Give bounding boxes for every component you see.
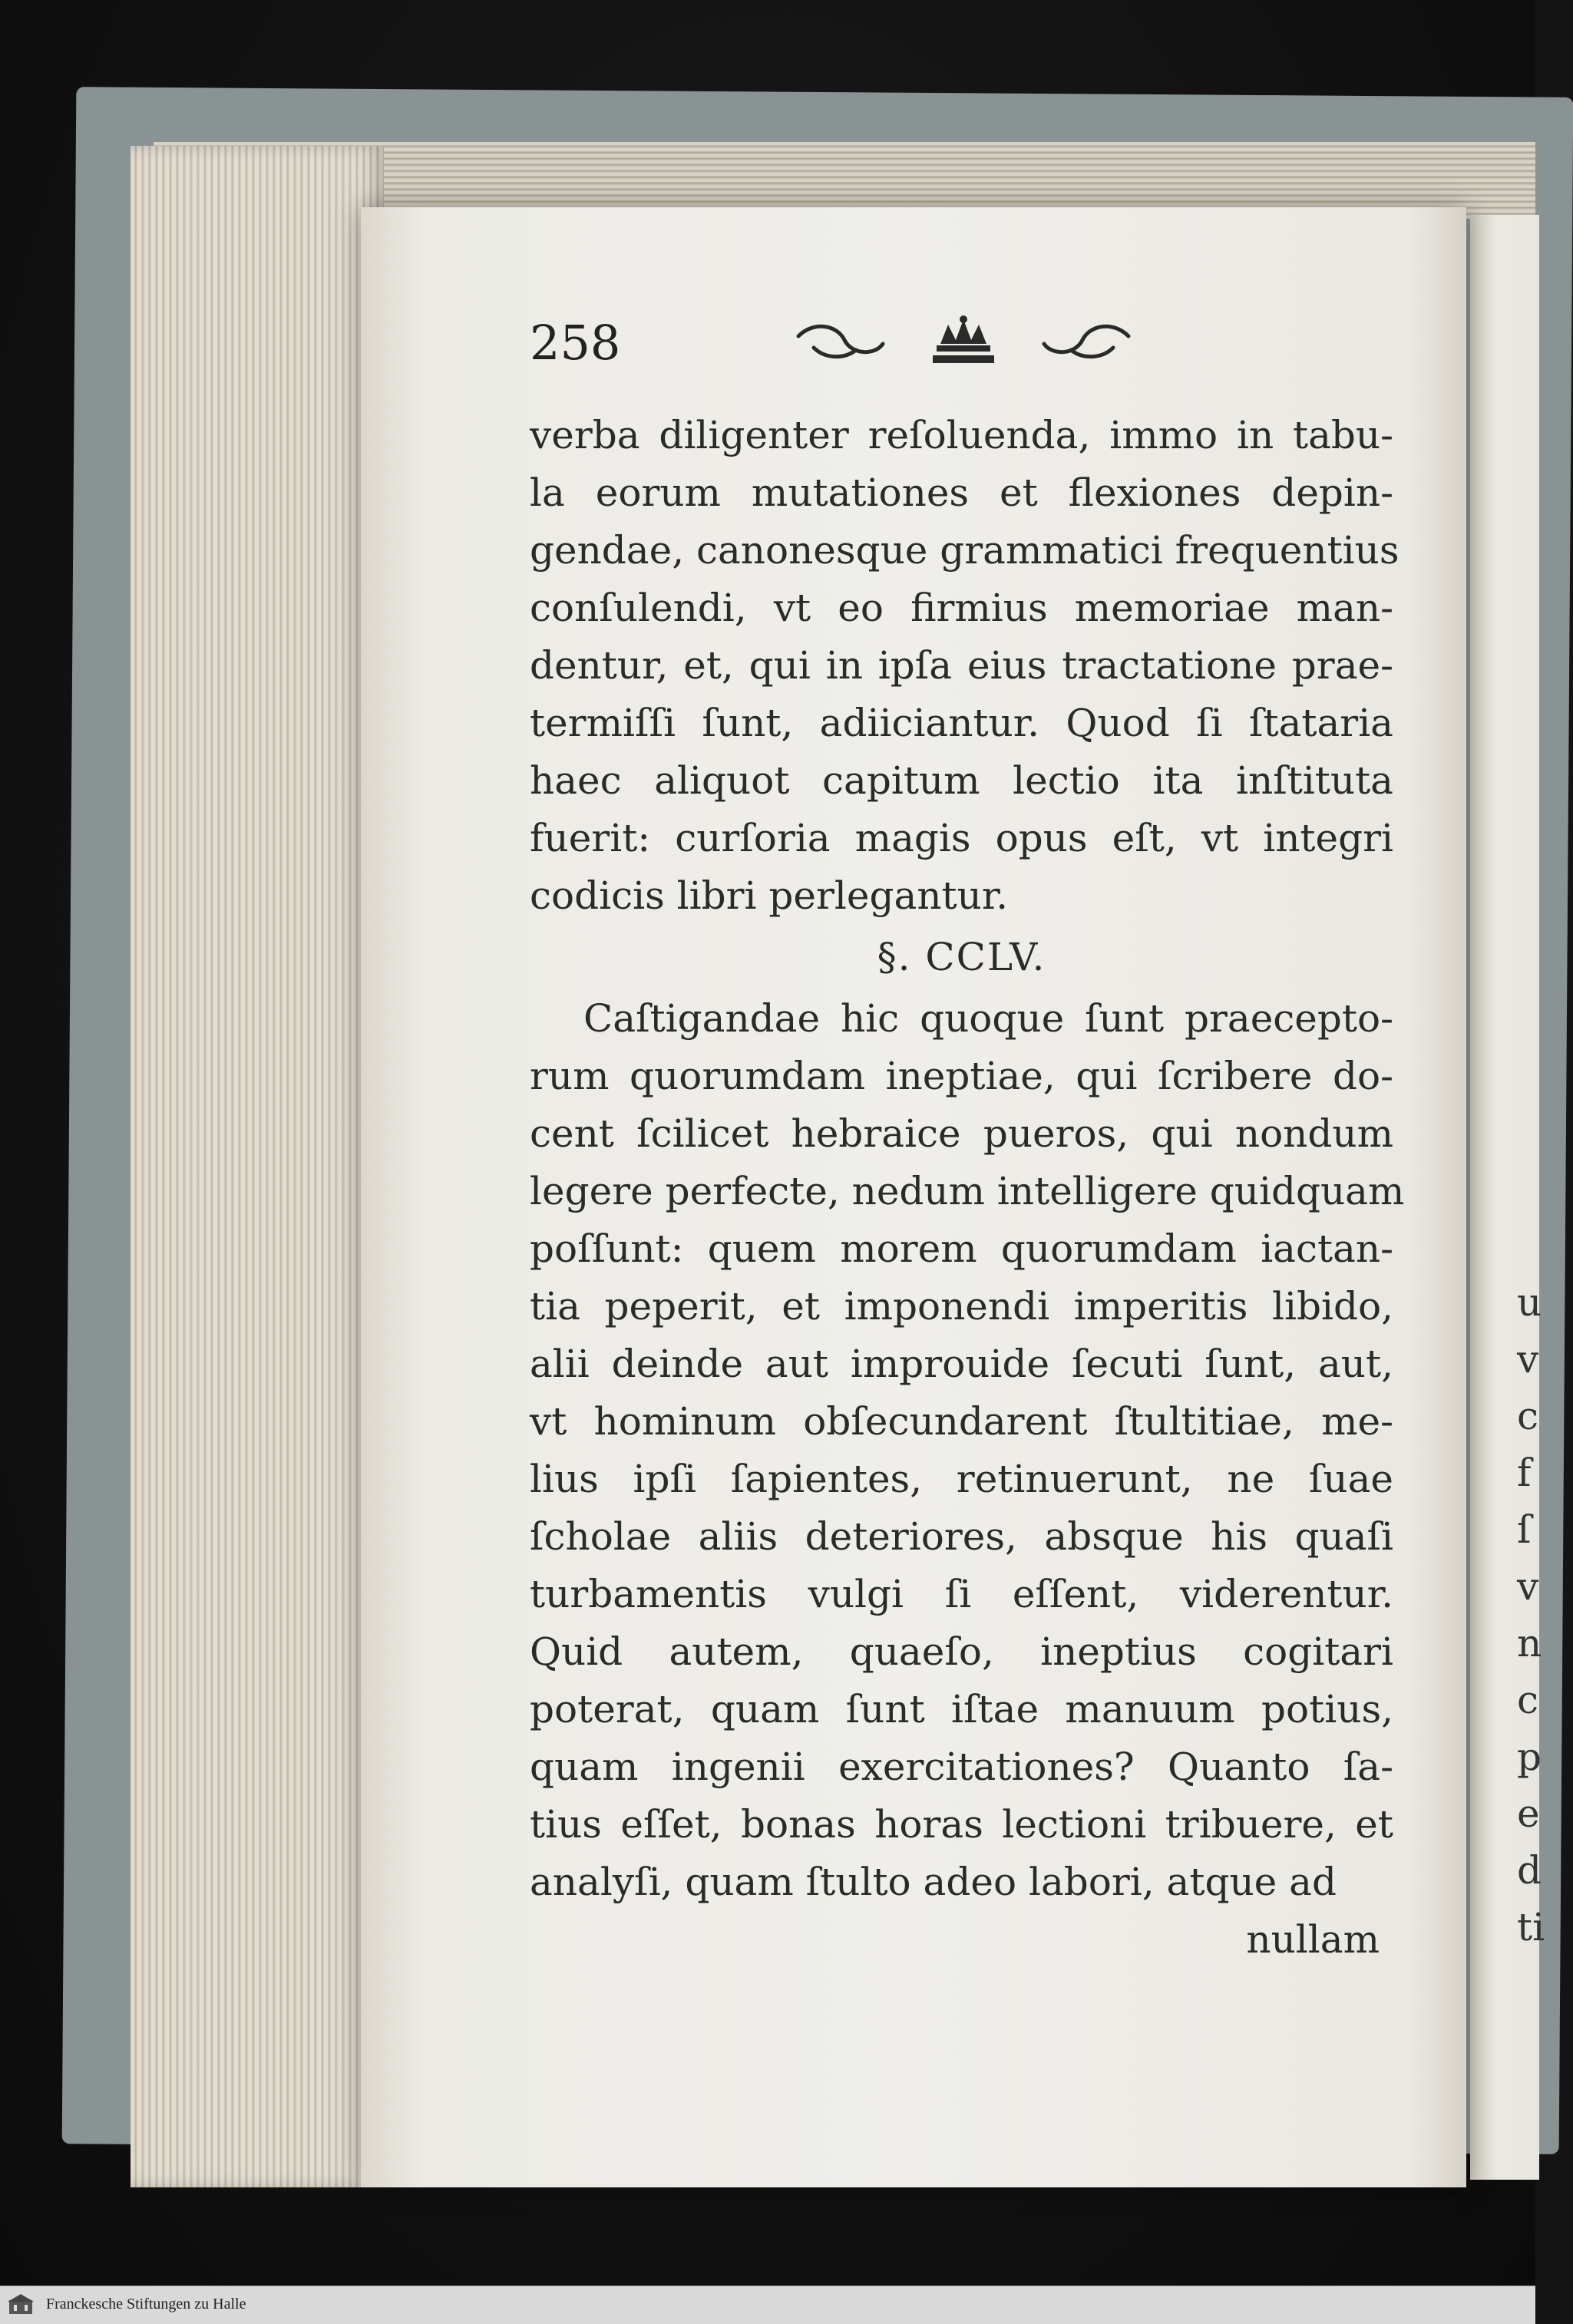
text-line: codicis libri perlegantur. — [530, 873, 1009, 918]
facing-page-letter: c — [1517, 1394, 1539, 1438]
text-line: legere perfecte, nedum intelligere quidquam — [530, 1169, 1405, 1213]
footer-bar — [0, 2286, 1535, 2324]
text-line: rum quorumdam ineptiae, qui ſcribere do- — [530, 1054, 1393, 1098]
facing-page-letter: v — [1517, 1337, 1539, 1382]
text-line: tius eſſet, bonas horas lectioni tribuere, et — [530, 1802, 1393, 1847]
facing-page-letter: ti — [1517, 1905, 1545, 1949]
page-text — [530, 407, 1405, 1969]
catchword: nullam — [1246, 1917, 1380, 1962]
paragraph-continuation — [530, 407, 1400, 925]
paragraph-section — [530, 990, 1405, 1911]
text-line: poſſunt: quem morem quorumdam iactan- — [530, 1226, 1393, 1271]
page-number: 258 — [530, 315, 621, 371]
text-line: analyſi, quam ſtulto adeo labori, atque ad — [530, 1860, 1337, 1904]
text-line: quam ingenii exercitationes? Quanto ſa- — [530, 1745, 1393, 1789]
text-line: verba diligenter reſoluenda, immo in tabu- — [530, 413, 1393, 457]
facing-page-letter: u — [1517, 1280, 1542, 1325]
text-line: alii deinde aut improuide ſecuti ſunt, aut, — [530, 1342, 1393, 1386]
text-line: la eorum mutationes et flexiones depin- — [530, 470, 1393, 515]
facing-page-letter: p — [1517, 1735, 1542, 1779]
text-line: gendae, canonesque grammatici frequentius — [530, 528, 1400, 573]
section-heading: §. CCLV. — [877, 935, 1046, 979]
page-side-edges — [131, 146, 384, 2187]
facing-page-letter: ſ — [1517, 1507, 1532, 1552]
text-line: termiſſi ſunt, adiiciantur. Quod ſi ſtataria — [530, 701, 1393, 745]
facing-page-letter: f — [1517, 1451, 1532, 1495]
text-line: poterat, quam ſunt iſtae manuum potius, — [530, 1687, 1393, 1731]
facing-page-letter: v — [1517, 1564, 1539, 1609]
text-line: Caſtigandae hic quoque ſunt praecepto- — [583, 996, 1393, 1041]
text-line: haec aliquot capitum lectio ita inſtituta — [530, 758, 1393, 803]
institution-name: Franckesche Stiftungen zu Halle — [46, 2296, 246, 2312]
text-line: Quid autem, quaeſo, ineptius cogitari — [530, 1629, 1393, 1674]
text-line: conſulendi, vt eo firmius memoriae man- — [530, 586, 1393, 630]
institution-logo-icon — [5, 2293, 37, 2319]
facing-page-letter: n — [1517, 1621, 1542, 1665]
facing-page-letters — [1517, 1274, 1545, 1956]
facing-page-letter: c — [1517, 1678, 1539, 1722]
text-line: fuerit: curſoria magis opus eſt, vt integri — [530, 816, 1393, 860]
ornament-icon — [783, 313, 1144, 375]
text-line: turbamentis vulgi ſi eſſent, viderentur. — [530, 1572, 1393, 1616]
catchword-row — [530, 1911, 1393, 1969]
text-line: ſcholae aliis deteriores, absque his quaſi — [530, 1514, 1393, 1559]
text-line: tia peperit, et imponendi imperitis libido, — [530, 1284, 1393, 1329]
text-line: dentur, et, qui in ipſa eius tractatione prae- — [530, 643, 1393, 688]
facing-page-letter: e — [1517, 1791, 1540, 1836]
text-line: cent ſcilicet hebraice pueros, qui nondum — [530, 1111, 1393, 1156]
running-head — [530, 307, 1397, 384]
facing-page-letter: d — [1517, 1848, 1542, 1893]
text-line: lius ipſi ſapientes, retinuerunt, ne ſuae — [530, 1457, 1393, 1501]
text-line: vt hominum obſecundarent ſtultitiae, me- — [530, 1399, 1393, 1444]
